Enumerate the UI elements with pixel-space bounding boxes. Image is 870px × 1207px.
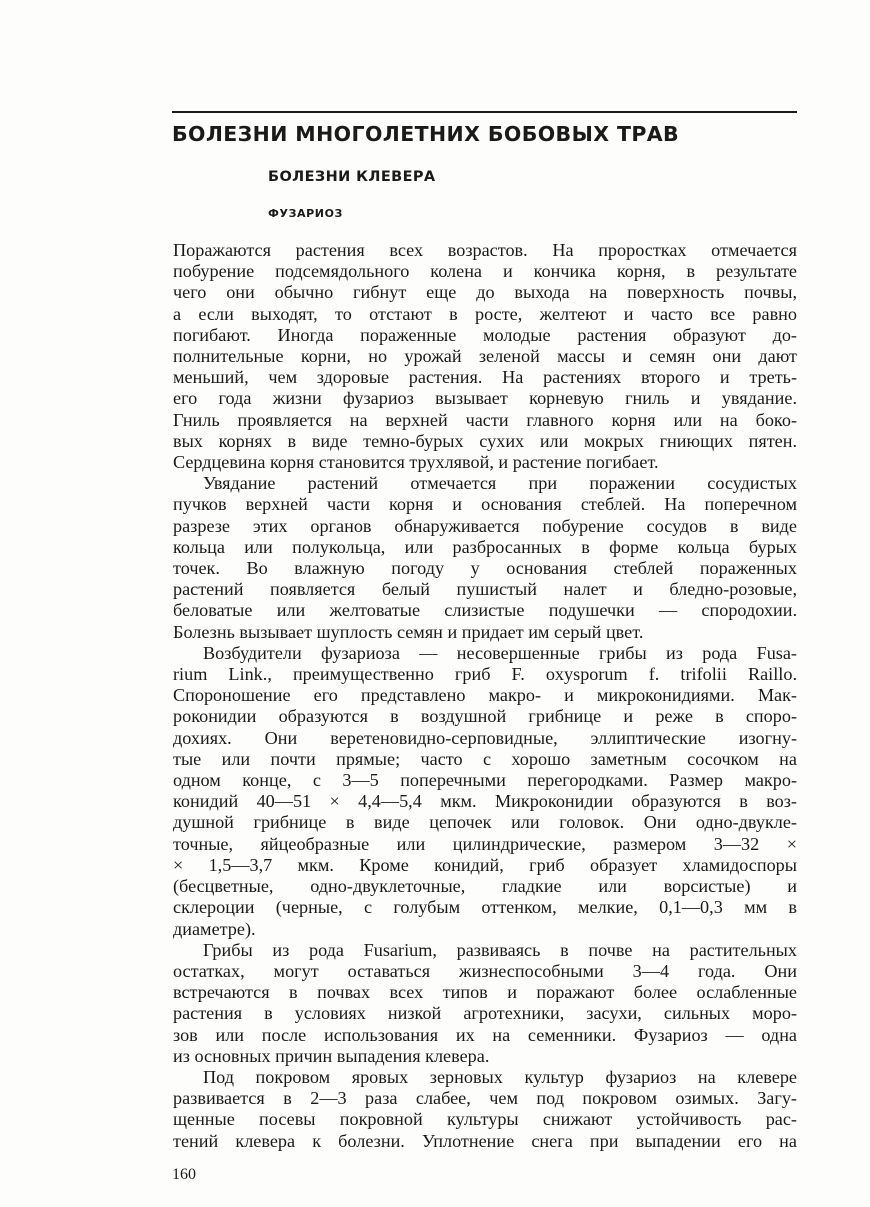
- text-line: пучков верхней части корня и основания стеблей. На поперечном: [173, 494, 797, 515]
- text-line: полнительные корни, но урожай зеленой массы и семян они дают: [173, 346, 797, 367]
- text-line: кольца или полукольца, или разбросанных в форме кольца бурых: [173, 536, 797, 557]
- text-line: Увядание растений отмечается при поражении сосудистых: [203, 473, 797, 494]
- paragraph: [173, 643, 797, 940]
- text-line: (бесцветные, одно-двуклеточные, гладкие или ворсистые) и: [173, 876, 797, 897]
- text-line: Возбудители фузариоза — несовершенные грибы из рода Fusa-: [203, 642, 797, 663]
- chapter-rule: [172, 111, 797, 113]
- paragraph: [173, 473, 797, 643]
- text-line: погибают. Иногда пораженные молодые растения образуют до-: [173, 324, 797, 345]
- text-line: тений клевера к болезни. Уплотнение снега при выпадении его на: [173, 1130, 797, 1151]
- page-number: 160: [172, 1166, 196, 1183]
- text-line: × 1,5—3,7 мкм. Кроме конидий, гриб образует хламидоспоры: [173, 854, 797, 875]
- text-line: побурение подсемядольного колена и кончика корня, в результате: [173, 261, 797, 282]
- text-line: растений появляется белый пушистый налет и бледно-розовые,: [173, 579, 797, 600]
- text-line: конидий 40—51 × 4,4—5,4 мкм. Микроконидии образуются в воз-: [173, 791, 797, 812]
- text-line: одном конце, с 3—5 поперечными перегородками. Размер макро-: [173, 770, 797, 791]
- paragraph: [173, 1067, 797, 1152]
- text-line: склероции (черные, с голубым оттенком, мелкие, 0,1—0,3 мм в: [173, 897, 797, 918]
- text-line: душной грибнице в виде цепочек или головок. Они одно-двукле-: [173, 812, 797, 833]
- text-line: зов или после использования их на семенники. Фузариоз — одна: [173, 1024, 797, 1045]
- chapter-title: БОЛЕЗНИ МНОГОЛЕТНИХ БОБОВЫХ ТРАВ: [172, 122, 680, 146]
- text-line: Сердцевина корня становится трухлявой, и растение погибает.: [173, 452, 659, 473]
- text-line: встречаются в почвах всех типов и поражают более ослабленные: [173, 982, 797, 1003]
- text-line: тые или почти прямые; часто с хорошо заметным сосочком на: [173, 748, 797, 769]
- text-line: из основных причин выпадения клевера.: [173, 1045, 490, 1066]
- text-line: его года жизни фузариоз вызывает корневую гниль и увядание.: [173, 388, 797, 409]
- text-line: вых корнях в виде темно-бурых сухих или мокрых гниющих пятен.: [173, 430, 797, 451]
- text-line: беловатые или желтоватые слизистые подушечки — спородохии.: [173, 600, 797, 621]
- text-line: Поражаются растения всех возрастов. На проростках отмечается: [173, 240, 797, 260]
- text-line: диаметре).: [173, 918, 256, 939]
- text-line: чего они обычно гибнут еще до выхода на поверхность почвы,: [173, 282, 797, 303]
- text-line: роконидии образуются в воздушной грибнице и реже в споро-: [173, 706, 797, 727]
- subsection-title: ФУЗАРИОЗ: [268, 207, 343, 220]
- text-line: разрезе этих органов обнаруживается побурение сосудов в виде: [173, 515, 797, 536]
- paragraph: [173, 940, 797, 1067]
- text-line: дохиях. Они веретеновидно-серповидные, эллиптические изогну-: [173, 727, 797, 748]
- text-line: Гниль проявляется на верхней части главного корня или на боко-: [173, 409, 797, 430]
- text-line: а если выходят, то отстают в росте, желтеют и часто все равно: [173, 303, 797, 324]
- text-line: Под покровом яровых зерновых культур фузариоз на клевере: [203, 1066, 797, 1087]
- text-line: Грибы из рода Fusarium, развиваясь в почве на растительных: [203, 939, 797, 960]
- text-line: растения в условиях низкой агротехники, засухи, сильных моро-: [173, 1003, 797, 1024]
- body-text: [173, 240, 797, 1152]
- paragraph: [173, 240, 797, 473]
- text-line: Болезнь вызывает шуплость семян и придает им серый цвет.: [173, 621, 644, 642]
- text-line: Спороношение его представлено макро- и микроконидиями. Мак-: [173, 685, 797, 706]
- text-line: развивается в 2—3 раза слабее, чем под покровом озимых. Загу-: [173, 1088, 797, 1109]
- text-line: точные, яйцеобразные или цилиндрические, размером 3—32 ×: [173, 833, 797, 854]
- text-line: rium Link., преимущественно гриб F. oxysporum f. trifolii Raillo.: [173, 664, 797, 685]
- text-line: щенные посевы покровной культуры снижают устойчивость рас-: [173, 1109, 797, 1130]
- section-title: БОЛЕЗНИ КЛЕВЕРА: [268, 169, 436, 185]
- text-line: точек. Во влажную погоду у основания стеблей пораженных: [173, 558, 797, 579]
- text-line: остатках, могут оставаться жизнеспособными 3—4 года. Они: [173, 960, 797, 981]
- text-line: меньший, чем здоровые растения. На растениях второго и треть-: [173, 367, 797, 388]
